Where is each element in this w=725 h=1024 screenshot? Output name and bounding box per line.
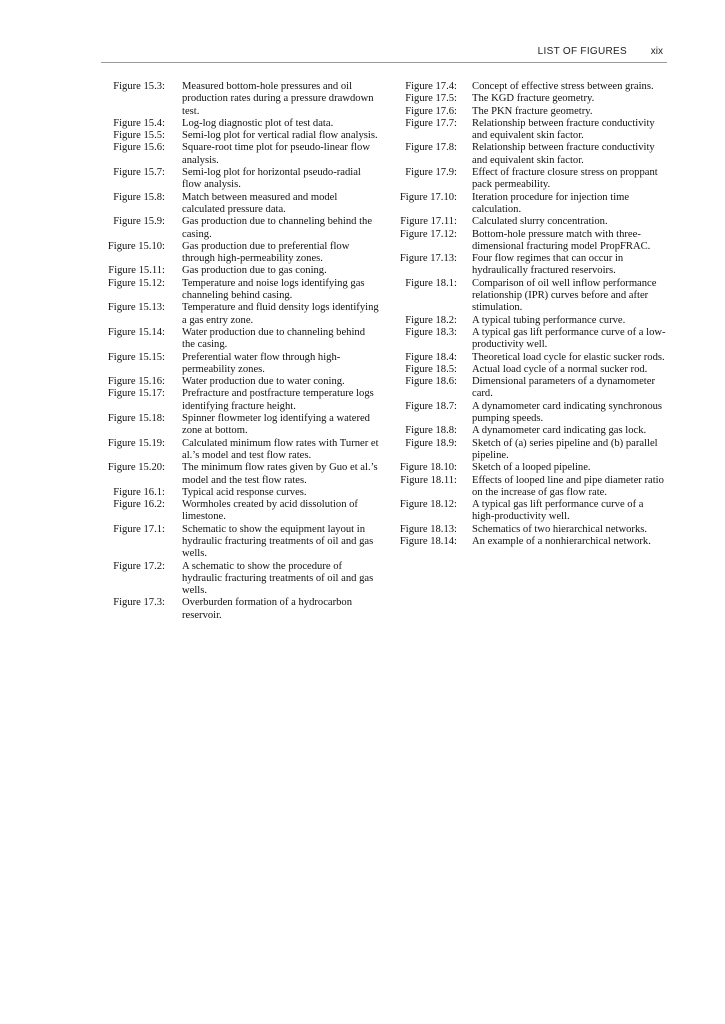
figure-caption: A dynamometer card indicating gas lock. xyxy=(472,425,647,437)
figure-caption: Schematic to show the equipment layout in hydraulic fracturing treatments of oil and gas wells. xyxy=(182,523,374,560)
figure-caption: Effect of fracture closure stress on proppant pack permeability. xyxy=(472,167,658,191)
figure-list-entry xyxy=(391,364,667,376)
figure-number: Figure 18.3: xyxy=(405,326,457,338)
figure-caption: Log-log diagnostic plot of test data. xyxy=(182,117,334,129)
figure-list-right-column xyxy=(391,81,667,548)
figure-list-entry xyxy=(101,265,379,277)
running-header xyxy=(101,46,667,63)
header-title: LIST OF FIGURES xyxy=(537,46,627,57)
figure-caption: Relationship between fracture conductivity and equivalent skin factor. xyxy=(472,117,655,142)
figure-number: Figure 17.6: xyxy=(405,105,457,117)
figure-list-entry xyxy=(391,167,667,192)
figure-caption: Water production due to water coning. xyxy=(182,376,345,388)
figure-list-entry xyxy=(101,216,379,241)
figure-number: Figure 15.13: xyxy=(107,302,165,314)
figure-number: Figure 17.2: xyxy=(113,560,165,572)
figure-number: Figure 15.12: xyxy=(107,277,165,289)
figure-number: Figure 15.15: xyxy=(107,351,165,363)
figure-number: Figure 15.11: xyxy=(108,265,165,277)
figure-number: Figure 17.8: xyxy=(405,142,457,154)
figure-number: Figure 17.13: xyxy=(399,253,457,265)
figure-number: Figure 18.12: xyxy=(399,499,457,511)
figure-list-entry xyxy=(391,401,667,426)
figure-list-entry xyxy=(101,142,379,167)
figure-list-entry xyxy=(391,315,667,327)
figure-caption: Iteration procedure for injection time calculation. xyxy=(472,191,630,215)
figure-number: Figure 15.10: xyxy=(107,240,165,252)
figure-number: Figure 15.18: xyxy=(107,413,165,425)
figure-caption: Theoretical load cycle for elastic sucker rods. xyxy=(472,351,665,363)
figure-caption: Sketch of (a) series pipeline and (b) parallel pipeline. xyxy=(472,437,658,461)
figure-caption: A typical gas lift performance curve of a low-productivity well. xyxy=(472,326,666,351)
figure-number: Figure 18.2: xyxy=(405,314,457,326)
figure-list-entry xyxy=(101,487,379,499)
figure-caption: The minimum flow rates given by Guo et al.’s model and the test flow rates. xyxy=(182,462,378,486)
figure-number: Figure 15.17: xyxy=(107,388,165,400)
figure-number: Figure 15.20: xyxy=(107,462,165,474)
figure-list-entry xyxy=(391,352,667,364)
figure-number: Figure 17.4: xyxy=(405,81,457,92)
figure-number: Figure 15.14: xyxy=(107,326,165,338)
figure-caption: Typical acid response curves. xyxy=(182,486,307,498)
figure-caption: Prefracture and postfracture temperature logs identifying fracture height. xyxy=(182,388,374,412)
figure-list-entry xyxy=(101,167,379,192)
figure-list-entry xyxy=(391,278,667,315)
figure-number: Figure 17.9: xyxy=(405,167,457,179)
figure-number: Figure 18.13: xyxy=(399,523,457,535)
figure-number: Figure 18.5: xyxy=(405,363,457,375)
figure-list-entry xyxy=(391,229,667,254)
figure-list-entry xyxy=(101,413,379,438)
page-number: xix xyxy=(650,46,663,57)
figure-caption: Calculated slurry concentration. xyxy=(472,216,608,228)
figure-list-entry xyxy=(391,438,667,463)
figure-caption: Gas production due to gas coning. xyxy=(182,265,327,277)
figure-caption: Relationship between fracture conductivity and equivalent skin factor. xyxy=(472,142,655,166)
figure-caption: Temperature and fluid density logs identifying a gas entry zone. xyxy=(182,302,379,326)
figure-list-entry xyxy=(101,561,379,598)
figure-list-entry xyxy=(101,302,379,327)
figure-list-entry xyxy=(391,462,667,474)
figure-caption: Temperature and noise logs identifying gas channeling behind casing. xyxy=(182,277,365,302)
figure-caption: Dimensional parameters of a dynamometer card. xyxy=(472,376,655,400)
figure-number: Figure 18.9: xyxy=(405,437,457,449)
figure-caption: Square-root time plot for pseudo-linear flow analysis. xyxy=(182,142,370,166)
figure-list-entry xyxy=(101,130,379,142)
figure-caption: Sketch of a looped pipeline. xyxy=(472,462,591,474)
figure-caption: Calculated minimum flow rates with Turner et al.’s model and test flow rates. xyxy=(182,437,379,461)
figure-list-entry xyxy=(101,81,379,118)
figure-caption: Bottom-hole pressure match with three-dimensional fracturing model PropFRAC. xyxy=(472,228,651,252)
figure-list-entry xyxy=(391,106,667,118)
figure-list-entry xyxy=(101,597,379,622)
figure-list-entry xyxy=(101,241,379,266)
figure-caption: A typical tubing performance curve. xyxy=(472,314,626,326)
figure-caption: The PKN fracture geometry. xyxy=(472,105,593,117)
figure-list-entry xyxy=(101,388,379,413)
figure-list-entry xyxy=(101,462,379,487)
figure-list-entry xyxy=(101,376,379,388)
figure-number: Figure 15.19: xyxy=(107,437,165,449)
figure-list-entry xyxy=(101,524,379,561)
figure-number: Figure 15.7: xyxy=(113,167,165,179)
figure-list-entry xyxy=(101,118,379,130)
figure-caption: Concept of effective stress between grains. xyxy=(472,81,654,92)
figure-list-entry xyxy=(391,216,667,228)
figure-list-entry xyxy=(101,278,379,303)
figure-list-entry xyxy=(391,475,667,500)
figure-list-entry xyxy=(391,253,667,278)
figure-number: Figure 18.1: xyxy=(405,277,457,289)
figure-list-entry xyxy=(391,536,667,548)
figure-list-entry xyxy=(391,425,667,437)
figure-list-entry xyxy=(101,192,379,217)
figure-number: Figure 17.10: xyxy=(399,191,457,203)
figure-number: Figure 15.5: xyxy=(113,130,165,142)
figure-caption: A dynamometer card indicating synchronous pumping speeds. xyxy=(472,400,663,425)
figure-caption: A typical gas lift performance curve of a high-productivity well. xyxy=(472,499,644,523)
figure-number: Figure 18.6: xyxy=(405,376,457,388)
figure-list-entry xyxy=(101,327,379,352)
figure-number: Figure 17.12: xyxy=(399,228,457,240)
figure-number: Figure 18.14: xyxy=(399,535,457,547)
figure-caption: Measured bottom-hole pressures and oil production rates during a pressure drawdown test. xyxy=(182,81,374,117)
figure-caption: Schematics of two hierarchical networks. xyxy=(472,523,648,535)
figure-number: Figure 17.11: xyxy=(400,216,457,228)
figure-number: Figure 18.10: xyxy=(399,462,457,474)
figure-number: Figure 15.9: xyxy=(113,216,165,228)
figure-caption: The KGD fracture geometry. xyxy=(472,93,595,105)
figure-caption: Water production due to channeling behind the casing. xyxy=(182,326,366,351)
figure-list-entry xyxy=(391,118,667,143)
figure-number: Figure 15.8: xyxy=(113,191,165,203)
figure-caption: Spinner flowmeter log identifying a watered zone at bottom. xyxy=(182,413,370,437)
figure-list-entry xyxy=(391,499,667,524)
figure-list-entry xyxy=(391,93,667,105)
figure-caption: Effects of looped line and pipe diameter ratio on the increase of gas flow rate. xyxy=(472,474,664,498)
figure-caption: A schematic to show the procedure of hydraulic fracturing treatments of oil and gas wells. xyxy=(182,560,374,597)
figure-caption: Gas production due to preferential flow through high-permeability zones. xyxy=(182,240,350,265)
figure-list-entry xyxy=(391,376,667,401)
figure-number: Figure 17.1: xyxy=(113,523,165,535)
figure-list-entry xyxy=(391,524,667,536)
figure-list-entry xyxy=(391,142,667,167)
figure-list-entry xyxy=(101,499,379,524)
figure-caption: Overburden formation of a hydrocarbon reservoir. xyxy=(182,597,353,621)
figure-caption: Gas production due to channeling behind the casing. xyxy=(182,216,373,240)
figure-number: Figure 18.8: xyxy=(405,425,457,437)
figure-list-entry xyxy=(391,192,667,217)
figure-list-entry xyxy=(391,327,667,352)
figure-number: Figure 15.4: xyxy=(113,117,165,129)
figure-list-entry xyxy=(101,352,379,377)
figure-list-left-column xyxy=(101,81,379,622)
figure-number: Figure 15.6: xyxy=(113,142,165,154)
figure-caption: Comparison of oil well inflow performance relationship (IPR) curves before and after stimulation. xyxy=(472,277,657,314)
figure-caption: Semi-log plot for horizontal pseudo-radial flow analysis. xyxy=(182,167,361,191)
figure-caption: Semi-log plot for vertical radial flow analysis. xyxy=(182,130,378,142)
figure-caption: Wormholes created by acid dissolution of limestone. xyxy=(182,499,358,523)
figure-number: Figure 18.11: xyxy=(400,474,457,486)
figure-number: Figure 16.2: xyxy=(113,499,165,511)
figure-number: Figure 15.3: xyxy=(113,81,165,92)
figure-number: Figure 18.4: xyxy=(405,351,457,363)
figure-caption: Preferential water flow through high-permeability zones. xyxy=(182,351,341,375)
figure-list-entry xyxy=(391,81,667,93)
figure-caption: An example of a nonhierarchical network. xyxy=(472,535,651,547)
figure-number: Figure 16.1: xyxy=(113,486,165,498)
figure-caption: Actual load cycle of a normal sucker rod. xyxy=(472,363,648,375)
figure-list-entry xyxy=(101,438,379,463)
figure-number: Figure 17.3: xyxy=(113,597,165,609)
figure-number: Figure 17.5: xyxy=(405,93,457,105)
figure-number: Figure 15.16: xyxy=(107,376,165,388)
figure-number: Figure 17.7: xyxy=(405,117,457,129)
figure-caption: Four flow regimes that can occur in hydraulically fractured reservoirs. xyxy=(472,253,624,277)
figure-caption: Match between measured and model calculated pressure data. xyxy=(182,191,338,215)
figure-number: Figure 18.7: xyxy=(405,400,457,412)
